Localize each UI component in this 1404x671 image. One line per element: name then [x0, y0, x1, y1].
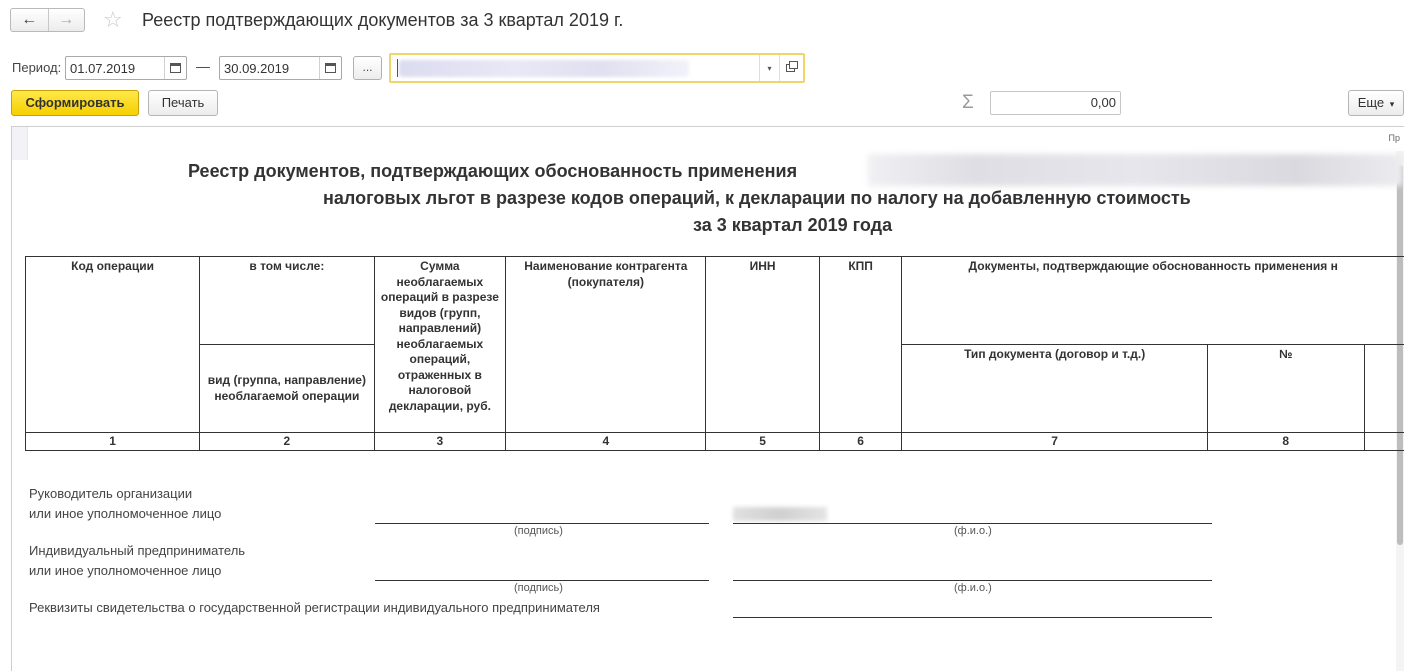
column-header-amount: Сумма необлагаемых операций в разрезе видов (групп, направлений) необлагаемых операций, отраженных в налоговой декларации, руб.: [374, 257, 506, 433]
column-number-cell: [1364, 433, 1404, 451]
text-cursor: [397, 59, 398, 77]
signature-caption: (подпись): [514, 582, 563, 594]
date-from-field[interactable]: [65, 56, 187, 80]
redacted-head-name: [733, 507, 827, 521]
corner-mark: Пр: [1388, 133, 1400, 143]
column-header-kpp: КПП: [819, 257, 902, 433]
title-bar: [0, 0, 1404, 44]
entrepreneur-signature-label: [29, 541, 245, 581]
choose-period-button[interactable]: ...: [353, 56, 382, 80]
period-separator: —: [196, 58, 210, 74]
report-heading-line1: Реестр документов, подтверждающих обоснованность применения: [188, 161, 798, 181]
head-signature-line: [375, 523, 709, 524]
window-title: Реестр подтверждающих документов за 3 квартал 2019 г.: [142, 10, 624, 30]
head-label-line1: Руководитель организации: [29, 486, 193, 501]
favorite-star-icon[interactable]: ☆: [103, 7, 123, 32]
navigation-buttons: [10, 8, 85, 32]
column-header-document-number: №: [1207, 345, 1364, 433]
head-signature-label: [29, 484, 221, 524]
calendar-icon: [170, 63, 181, 73]
column-number-cell: 4: [506, 433, 706, 451]
chevron-down-icon: ▾: [767, 63, 772, 73]
fio-caption: (ф.и.о.): [954, 582, 992, 594]
column-number-cell: 8: [1207, 433, 1364, 451]
column-number-cell: 7: [902, 433, 1207, 451]
column-header-documents-group: [902, 257, 1404, 345]
date-to-field[interactable]: [219, 56, 342, 80]
calendar-icon: [325, 63, 336, 73]
organization-field[interactable]: [389, 53, 805, 83]
documents-group-label: Документы, подтверждающие обоснованность применения н: [968, 259, 1338, 273]
sum-icon: Σ: [962, 92, 974, 113]
redacted-organization-name: [868, 154, 1403, 186]
back-arrow-icon: ←: [21, 11, 38, 28]
column-number-cell: 5: [706, 433, 819, 451]
date-to-value: 30.09.2019: [224, 61, 290, 76]
calendar-to-button[interactable]: [319, 57, 341, 79]
registration-line: [733, 617, 1212, 618]
organization-dropdown-button[interactable]: [759, 55, 779, 81]
forward-button[interactable]: [48, 9, 85, 31]
forward-arrow-icon: →: [58, 11, 75, 28]
date-from-value: 01.07.2019: [70, 61, 136, 76]
head-fio-line: [733, 523, 1212, 524]
document-margin-tab: [12, 127, 28, 160]
fio-caption: (ф.и.о.): [954, 525, 992, 537]
column-header-document-type: Тип документа (договор и т.д.): [902, 345, 1207, 433]
column-number-cell: 1: [26, 433, 200, 451]
back-button[interactable]: [11, 9, 48, 31]
report-document[interactable]: [11, 126, 1404, 671]
column-header-counterparty: Наименование контрагента (покупателя): [506, 257, 706, 433]
column-number-cell: 3: [374, 433, 506, 451]
calendar-from-button[interactable]: [164, 57, 186, 79]
generate-button[interactable]: Сформировать: [11, 90, 139, 116]
entrepreneur-label-line2: или иное уполномоченное лицо: [29, 563, 222, 578]
open-window-icon: [786, 64, 795, 72]
column-header-operation-kind: вид (группа, направление) необлагаемой операции: [200, 345, 374, 433]
report-heading-line3: за 3 квартал 2019 года: [693, 215, 893, 235]
head-label-line2: или иное уполномоченное лицо: [29, 506, 222, 521]
column-header-inn: ИНН: [706, 257, 819, 433]
column-header-next: [1364, 345, 1404, 433]
chevron-down-icon: ▾: [1389, 99, 1395, 109]
report-table: [25, 256, 1404, 451]
print-button[interactable]: Печать: [148, 90, 218, 116]
column-header-operation-code: Код операции: [26, 257, 200, 433]
report-heading-line2: налоговых льгот в разрезе кодов операций, к декларации по налогу на добавленную стоимость: [323, 188, 1191, 208]
column-number-cell: 2: [200, 433, 374, 451]
more-button[interactable]: [1348, 90, 1404, 116]
registration-label: Реквизиты свидетельства о государственной регистрации индивидуального предпринимателя: [29, 600, 600, 615]
sum-field[interactable]: 0,00: [990, 91, 1121, 115]
entrepreneur-fio-line: [733, 580, 1212, 581]
period-label: Период:: [12, 60, 62, 75]
signature-caption: (подпись): [514, 525, 563, 537]
entrepreneur-signature-line: [375, 580, 709, 581]
organization-open-button[interactable]: [779, 55, 801, 81]
organization-value-redacted: [399, 60, 689, 77]
entrepreneur-label-line1: Индивидуальный предприниматель: [29, 543, 246, 558]
more-label: Еще: [1357, 95, 1385, 110]
column-number-cell: 6: [819, 433, 902, 451]
column-header-including: в том числе:: [200, 257, 374, 345]
